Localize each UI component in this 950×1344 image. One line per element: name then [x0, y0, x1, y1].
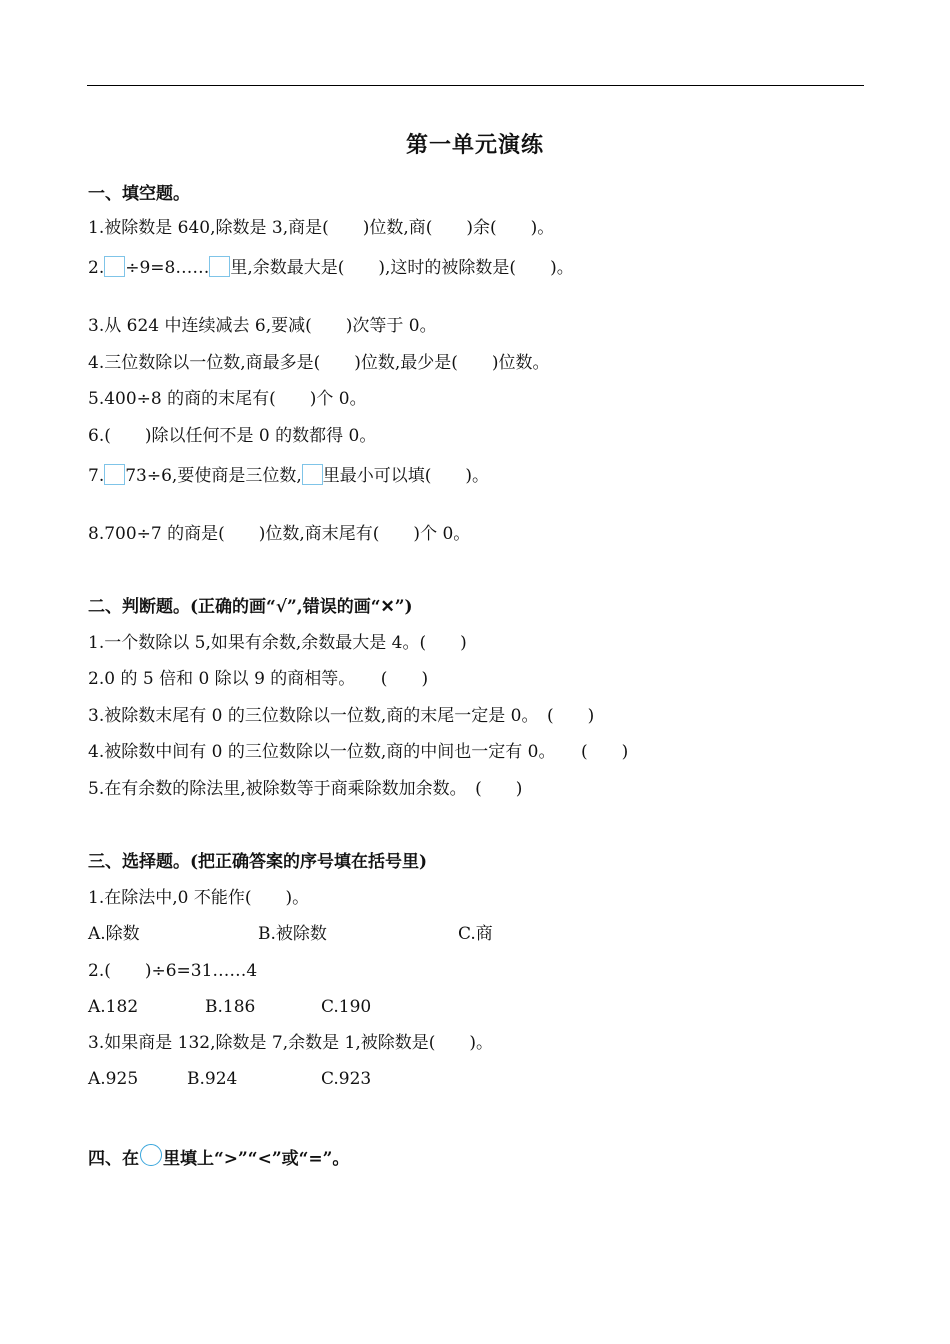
s2-q5: 5.在有余数的除法里,被除数等于商乘除数加余数。 ( ): [88, 779, 523, 799]
s2-q3: 3.被除数末尾有 0 的三位数除以一位数,商的末尾一定是 0。 ( ): [88, 706, 595, 726]
section1-heading: 一、填空题。: [88, 184, 190, 204]
s1-q7-part-a: 7.: [88, 466, 105, 486]
s2-q4: 4.被除数中间有 0 的三位数除以一位数,商的中间也一定有 0。 ( ): [88, 742, 629, 762]
s3-q3-option-b: B.924: [187, 1069, 238, 1089]
answer-box-icon[interactable]: [104, 256, 125, 277]
s3-q3: 3.如果商是 132,除数是 7,余数是 1,被除数是( )。: [88, 1033, 493, 1053]
s2-q2: 2.0 的 5 倍和 0 除以 9 的商相等。 ( ): [88, 669, 429, 689]
section3-heading: 三、选择题。(把正确答案的序号填在括号里): [88, 852, 428, 872]
top-rule: [87, 85, 864, 86]
page-title: 第一单元演练: [405, 132, 544, 158]
s3-q1-option-a: A.除数: [88, 924, 140, 944]
s3-q3-option-a: A.925: [88, 1069, 139, 1089]
s1-q7-part-b: 73÷6,要使商是三位数,: [125, 466, 302, 486]
s3-q1: 1.在除法中,0 不能作( )。: [88, 888, 310, 908]
s1-q7: [88, 464, 489, 487]
s1-q6: 6.( )除以任何不是 0 的数都得 0。: [88, 426, 377, 446]
s1-q5: 5.400÷8 的商的末尾有( )个 0。: [88, 389, 367, 409]
s1-q3: 3.从 624 中连续减去 6,要减( )次等于 0。: [88, 316, 437, 336]
answer-box-icon[interactable]: [302, 464, 323, 485]
s3-q1-option-c: C.商: [458, 924, 493, 944]
s1-q2-part-a: 2.: [88, 258, 105, 278]
s3-q1-option-b: B.被除数: [258, 924, 327, 944]
s1-q1: 1.被除数是 640,除数是 3,商是( )位数,商( )余( )。: [88, 218, 555, 238]
s1-q4: 4.三位数除以一位数,商最多是( )位数,最少是( )位数。: [88, 353, 550, 373]
section4-heading: [88, 1144, 349, 1170]
s3-q2: 2.( )÷6=31……4: [88, 961, 258, 981]
s1-q7-part-c: 里最小可以填( )。: [322, 466, 489, 486]
s4-heading-part-a: 四、在: [88, 1149, 139, 1169]
s1-q2-part-c: 里,余数最大是( ),这时的被除数是( )。: [230, 258, 574, 278]
section2-heading: 二、判断题。(正确的画“√”,错误的画“✕”): [88, 597, 413, 617]
answer-box-icon[interactable]: [209, 256, 230, 277]
s4-heading-part-b: 里填上“>”“<”或“=”。: [163, 1149, 350, 1169]
answer-circle-icon: [140, 1144, 162, 1166]
s3-q2-option-b: B.186: [205, 997, 256, 1017]
s3-q3-option-c: C.923: [321, 1069, 372, 1089]
s1-q2: [88, 256, 574, 279]
s1-q8: 8.700÷7 的商是( )位数,商末尾有( )个 0。: [88, 524, 471, 544]
s3-q2-option-c: C.190: [321, 997, 372, 1017]
s2-q1: 1.一个数除以 5,如果有余数,余数最大是 4。( ): [88, 633, 467, 653]
s1-q2-part-b: ÷9=8……: [125, 258, 210, 278]
answer-box-icon[interactable]: [104, 464, 125, 485]
s3-q2-option-a: A.182: [88, 997, 139, 1017]
